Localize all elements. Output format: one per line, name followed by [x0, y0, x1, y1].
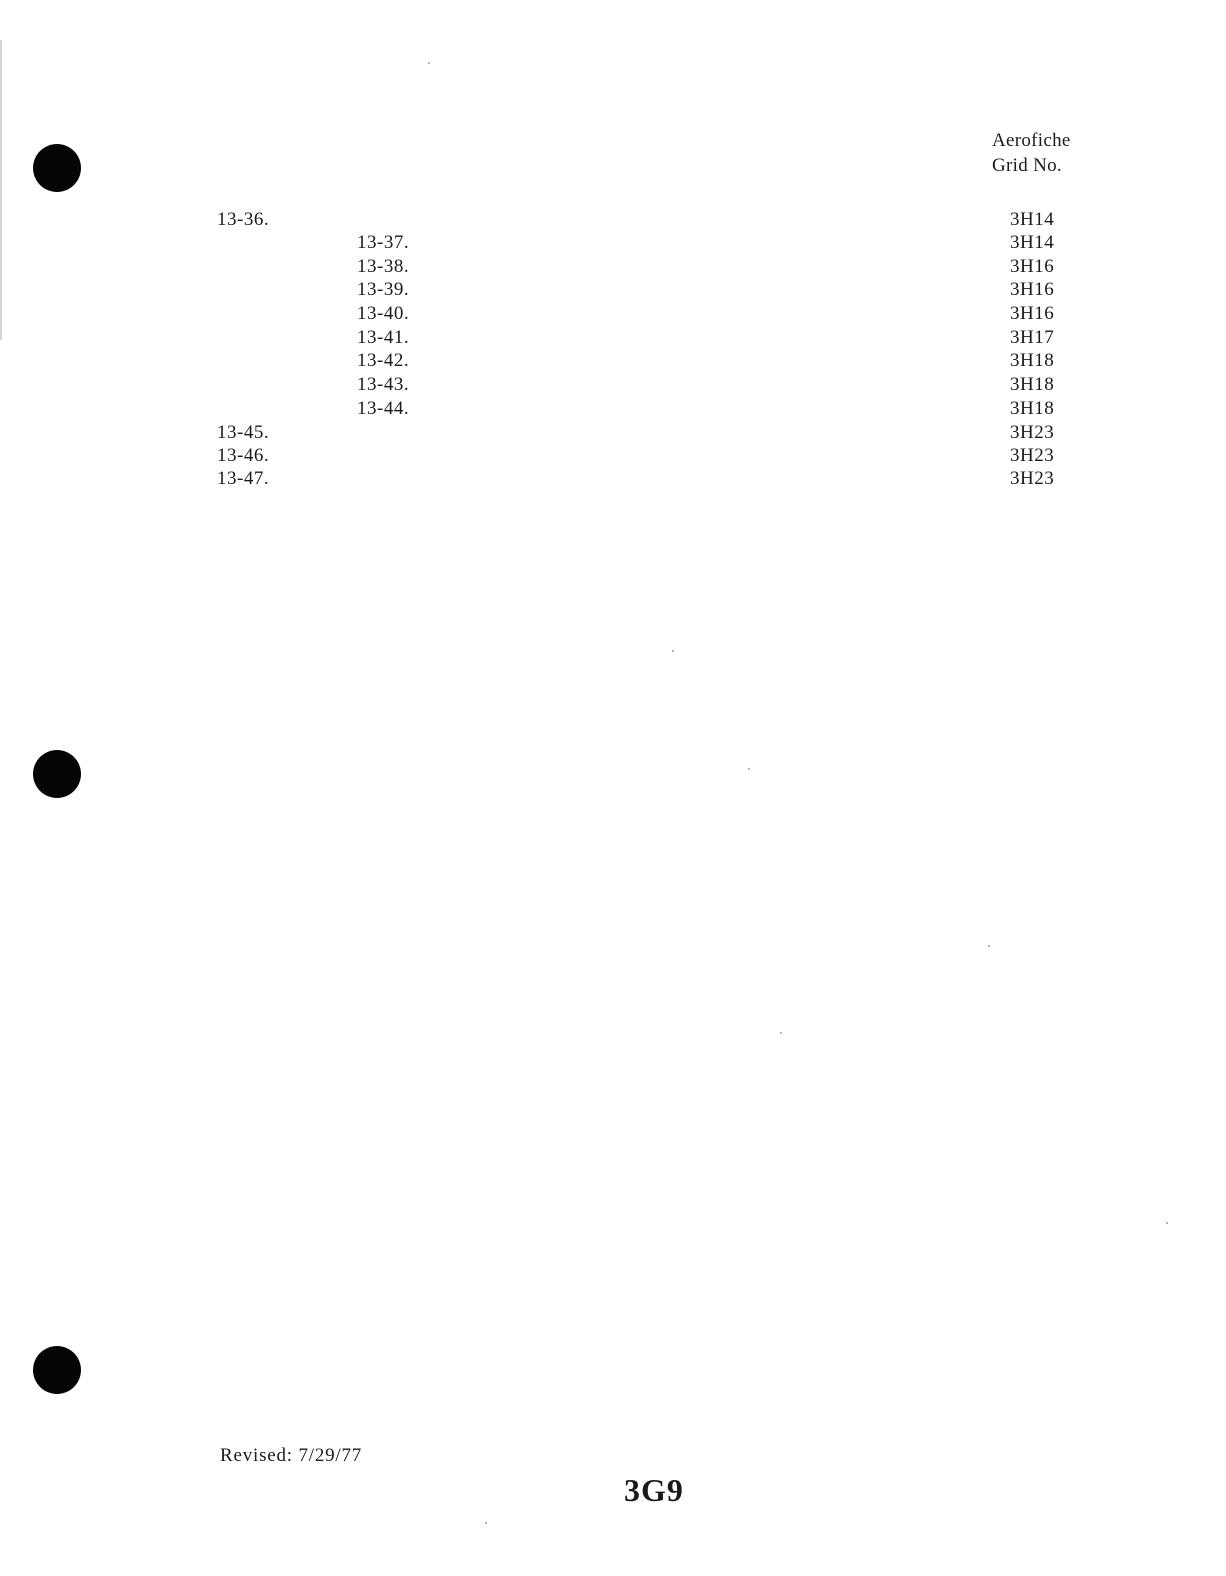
entry-grid-number: 3H14: [1010, 232, 1055, 253]
entry-grid-number: 3H16: [1010, 279, 1055, 300]
revision-date: Revised: 7/29/77: [220, 1445, 363, 1466]
entry-number: 13-40.: [357, 303, 410, 324]
entry-grid-number: 3H23: [1010, 422, 1055, 443]
entry-number: 13-45.: [217, 422, 270, 443]
page-number: 3G9: [624, 1472, 684, 1508]
entry-number: 13-43.: [357, 374, 410, 395]
entry-grid-number: 3H16: [1010, 256, 1055, 277]
entry-grid-number: 3H18: [1010, 374, 1055, 395]
entry-number: 13-46.: [217, 445, 270, 466]
entry-number: 13-37.: [357, 232, 410, 253]
entry-grid-number: 3H14: [1010, 209, 1055, 230]
entry-number: 13-47.: [217, 468, 270, 489]
entry-number: 13-44.: [357, 398, 410, 419]
entry-grid-number: 3H18: [1010, 350, 1055, 371]
entry-number: 13-41.: [357, 327, 410, 348]
entry-number: 13-42.: [357, 350, 410, 371]
entry-grid-number: 3H18: [1010, 398, 1055, 419]
entry-grid-number: 3H23: [1010, 468, 1055, 489]
grid-header-line-2: Grid No.: [992, 155, 1062, 176]
entry-number: 13-39.: [357, 279, 410, 300]
entry-number: 13-36.: [217, 209, 270, 230]
entry-grid-number: 3H23: [1010, 445, 1055, 466]
entry-grid-number: 3H17: [1010, 327, 1055, 348]
grid-header-line-1: Aerofiche: [992, 130, 1071, 151]
entry-grid-number: 3H16: [1010, 303, 1055, 324]
entry-number: 13-38.: [357, 256, 410, 277]
